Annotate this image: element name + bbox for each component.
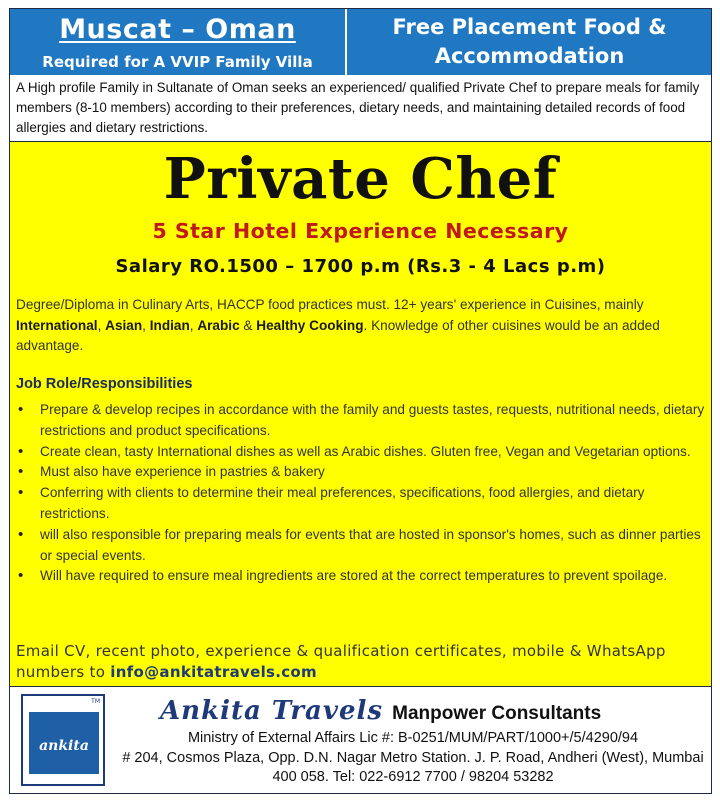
- cuisine-arabic: Arabic: [197, 317, 240, 333]
- list-item: • will also responsible for preparing meals for events that are hosted in sponsor's homes, such as dinner parties or special events.: [16, 525, 706, 567]
- intro-paragraph: A High profile Family in Sultanate of Oman seeks an experienced/ qualified Private Chef to prepare meals for family members (8-10 members) according to their preferences, dietary needs, and maintaining detailed records of food allergies and dietary restrictions.: [16, 80, 700, 135]
- company-tagline: Manpower Consultants: [392, 703, 602, 724]
- email-link[interactable]: info@ankitatravels.com: [110, 663, 317, 681]
- list-item: • Conferring with clients to determine their meal preferences, specifications, food allergies, and dietary restrictions.: [16, 483, 706, 525]
- address: # 204, Cosmos Plaza, Opp. D.N. Nagar Metro Station. J. P. Road, Andheri (West), Mumbai 400 058. Tel: 022-6912 7700 / 98204 53282: [122, 749, 704, 785]
- cuisine-indian: Indian: [149, 317, 190, 333]
- list-item: • Must also have experience in pastries & bakery: [16, 462, 706, 483]
- cuisine-asian: Asian: [105, 317, 143, 333]
- footer: [10, 688, 711, 793]
- license-number: Ministry of External Affairs Lic #: B-0251/MUM/PART/1000+/5/4290/94: [187, 730, 639, 746]
- logo-trademark: TM: [91, 698, 100, 705]
- cuisine-healthy: Healthy Cooking: [256, 317, 364, 333]
- salary-text: Salary RO.1500 – 1700 p.m (Rs.3 - 4 Lacs p.m): [115, 256, 606, 277]
- benefits-line-2: Accommodation: [434, 44, 625, 68]
- benefits-line-1: Free Placement Food &: [392, 15, 667, 39]
- header-banner: [10, 9, 711, 75]
- requirement-text: Required for A VVIP Family Villa: [42, 53, 313, 71]
- ankita-logo: [21, 694, 105, 786]
- qualifications-paragraph: Degree/Diploma in Culinary Arts, HACCP food practices must. 12+ years' experience in Cuisines, mainly International, Asian, Indian, Arabic & Healthy Cooking. Knowledge of other cuisines would be an added advantage.: [16, 297, 660, 353]
- job-details-panel: [10, 141, 711, 687]
- list-item: • Create clean, tasty International dishes as well as Arabic dishes. Gluten free, Vegan and Vegetarian options.: [16, 442, 706, 463]
- benefits-block: [348, 13, 711, 71]
- responsibilities-heading: Job Role/Responsibilities: [16, 376, 193, 392]
- company-heading: [160, 696, 601, 726]
- experience-requirement: 5 Star Hotel Experience Necessary: [152, 219, 569, 243]
- header-location-block: [10, 9, 345, 75]
- list-item: • Will have required to ensure meal ingredients are stored at the correct temperatures to prevent spoilage.: [16, 566, 706, 587]
- job-title: Private Chef: [163, 146, 558, 212]
- contact-block: [118, 729, 708, 788]
- header-divider: [345, 9, 347, 75]
- apply-instructions: Email CV, recent photo, experience & qualification certificates, mobile & WhatsApp numbers to info@ankitatravels.com: [16, 642, 666, 681]
- cuisine-international: International: [16, 317, 98, 333]
- responsibilities-list: [16, 400, 706, 587]
- list-item: • Prepare & develop recipes in accordance with the family and guests tastes, requests, nutritional needs, dietary restrictions and product specifications.: [16, 400, 706, 442]
- location-title: Muscat – Oman: [59, 14, 296, 45]
- company-name: Ankita Travels: [160, 696, 384, 726]
- logo-text: ankita: [39, 738, 89, 754]
